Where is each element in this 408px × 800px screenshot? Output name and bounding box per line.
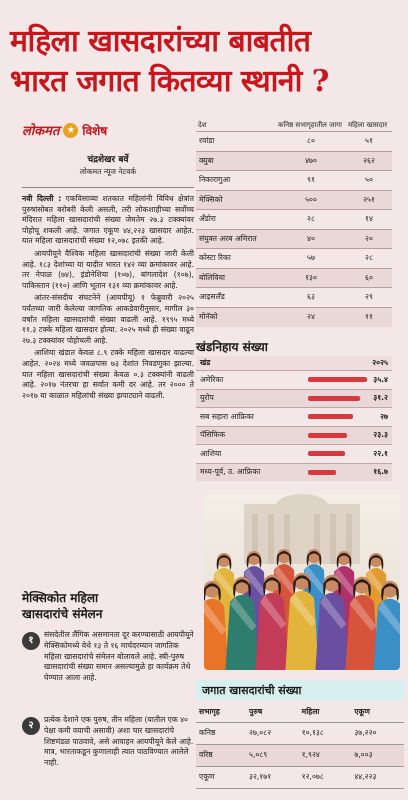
continent-value: ३५.४	[373, 374, 388, 384]
table-cell: १३०	[276, 268, 346, 288]
bar-track	[308, 451, 368, 456]
table-cell: ३७,२२०	[351, 722, 404, 744]
table-row	[196, 288, 392, 308]
column-header: महिला	[299, 702, 352, 722]
headline-line-2: भारत जगात कितव्या स्थानी ?	[10, 64, 329, 99]
continent-name: युरोप	[200, 393, 214, 403]
table-cell: २४	[276, 307, 346, 327]
bar-track	[308, 377, 368, 382]
column-header: खंड	[200, 358, 211, 367]
table-cell: ११	[346, 307, 392, 327]
star-icon: ★	[63, 123, 78, 138]
table-cell: १४	[346, 210, 392, 230]
continent-bar	[308, 470, 336, 475]
column-header: कनिष्ठ सभागृहातील जागा	[278, 121, 342, 129]
table-cell: २८	[346, 249, 392, 269]
country-name: कोस्टा रिका	[196, 249, 276, 269]
byline-author: चंद्रशेखर बर्वे	[87, 155, 129, 165]
table-cell: ४४,२२३	[351, 766, 404, 788]
table-cell: ५७	[276, 249, 346, 269]
table-cell: ४७०	[276, 151, 346, 171]
byline-agency: लोकमत न्यूज नेटवर्क	[79, 167, 137, 176]
continent-row	[196, 444, 392, 463]
continent-bar	[308, 377, 367, 382]
country-table-panel	[196, 120, 392, 327]
illustration-svg	[204, 494, 400, 670]
table-row	[196, 210, 392, 230]
continent-name: आशिया	[200, 448, 222, 458]
continent-name: सब सहारा आफ्रिका	[200, 411, 254, 421]
mexico-heading-line-2: खासदारांचे संमेलन	[22, 607, 103, 621]
table-cell: ६३	[276, 288, 346, 308]
table-row	[196, 249, 392, 269]
bar-track	[308, 433, 368, 438]
paragraph: आयपीयूने वैश्विक महिला खासदारांची संख्या जारी केली आहे. १८३ देशांच्या या यादीत भारत १४२ व्या क्रमांकावर आहे. तर नेपाळ (७४), इंडोनेशिया (१०७), बांगलादेश (१०७), पाकिस्तान (११०) आणि भूतान १३१ व्या क्रमांकावर आहे.	[22, 248, 194, 290]
number-badge: १	[22, 632, 40, 650]
country-table	[196, 120, 392, 327]
table-row	[196, 307, 392, 327]
continent-value: १६.७	[373, 467, 388, 477]
brand-section: विशेष	[82, 123, 108, 138]
table-cell: ५,०८९	[246, 744, 299, 766]
headline-line-1: महिला खासदारांच्या बाबतीत	[10, 24, 311, 59]
table-cell: ३२,१७१	[246, 766, 299, 788]
mexico-heading-line-1: मेक्सिकोत महिला	[22, 591, 99, 605]
brand-name: लोकमत	[22, 124, 60, 139]
point-text: प्रत्येक देशाने एक पुरुष, तीन महिला (यातील एक ४० पेक्षा कमी वयाची असावी) अशा चार खासदारांचे शिष्टमंडळ पाठवावे, असे आवाहन आयपीयूने केले आहे. मात्र, भारताकडून कुणालाही त्यात पाठविण्यात आलेले नाही.	[44, 715, 194, 768]
dateline: नवी दिल्ली :	[22, 194, 62, 203]
table-cell: २५१	[346, 190, 392, 210]
country-name: क्युबा	[196, 151, 276, 171]
table-cell: २८	[276, 210, 346, 230]
table-cell: ४०	[276, 229, 346, 249]
mexico-point-1	[22, 630, 194, 684]
continent-value: ३१.२	[373, 393, 388, 403]
table-cell: १,९२४	[299, 744, 352, 766]
global-table	[196, 702, 404, 789]
continent-bar	[308, 433, 347, 438]
column-header: पुरुष	[246, 702, 299, 722]
table-cell: २९	[346, 288, 392, 308]
table-row	[196, 722, 404, 744]
paragraph	[22, 194, 194, 247]
global-heading: जगात खासदारांची संख्या	[196, 680, 404, 700]
bar-track	[308, 470, 368, 475]
table-cell: कनिष्ठ	[196, 722, 246, 744]
brand-logo	[22, 120, 194, 140]
table-cell: ५००	[276, 190, 346, 210]
column-header: एकूण	[351, 702, 404, 722]
continent-row	[196, 370, 392, 389]
paragraph: आंतर-संसदीय संघटनेने (आयपीयू) १ फेब्रुवारी २०२५ पर्यंतच्या जारी केलेल्या जागतिक आकडेवारीनुसार, मागील ३० वर्षांत महिला खासदारांची संख्या वाढली आहे. १९९५ मध्ये ११.३ टक्के महिला खासदार होत्या. २०२५ मध्ये ही संख्या वाढून २७.३ टक्क्यांवर पोहोचली आहे.	[22, 293, 194, 345]
table-cell: ५०	[346, 171, 392, 191]
paragraph: आशिया खंडात केवळ ८.९ टक्के महिला खासदार वाढल्या आहेत. २०२४ मध्ये जवळपास ७३ देशांत निवडणुका झाल्या. यात महिला खासदारांची संख्या केवळ ०.३ टक्क्यांनी वाढली आहे. २०१७ नंतरचा हा सर्वात कमी दर आहे. तर २००० ते २०१७ या काळात महिलांची संख्या झपाट्याने वाढली.	[22, 348, 194, 400]
number-badge: २	[22, 717, 40, 735]
continent-header-row	[196, 356, 392, 370]
country-name: बोलिविया	[196, 268, 276, 288]
table-row	[196, 744, 404, 766]
country-name: संयुक्त अरब अमिरात	[196, 229, 276, 249]
table-row	[196, 229, 392, 249]
country-name: निकारागुआ	[196, 171, 276, 191]
column-header: देश	[198, 121, 207, 129]
mexico-point-2	[22, 715, 194, 769]
bar-track	[308, 414, 368, 419]
country-name: रवांडा	[196, 132, 276, 152]
continent-name: मध्य-पूर्व, उ. आफ्रिका	[200, 467, 261, 477]
table-cell: ७,००३	[351, 744, 404, 766]
continent-heading: खंडनिहाय संख्या	[196, 340, 268, 354]
article-body	[22, 194, 194, 401]
column-header: सभागृह	[196, 702, 246, 722]
table-row	[196, 766, 404, 788]
continent-row	[196, 389, 392, 408]
table-cell: एकूण	[196, 766, 246, 788]
table-cell: २६२	[346, 151, 392, 171]
table-cell: ६०	[346, 268, 392, 288]
continent-bar	[308, 451, 345, 456]
mexico-heading	[22, 590, 194, 622]
continent-bar	[308, 396, 360, 401]
table-header-row	[196, 120, 392, 132]
table-header-row	[196, 702, 404, 722]
continent-name: अमेरिका	[200, 374, 224, 384]
point-text: संसदेतील लैंगिक असमानता दूर करण्यासाठी आयपीयूने मेक्सिकोमध्ये येथे १३ ते १६ मार्चदरम्यान जागतिक महिला खासदारांचे संमेलन बोलावले आहे. स्त्री-पुरुष खासदारांची संख्या समान असल्यामुळे हा कार्यक्रम तेथे घेण्यात आला आहे.	[44, 630, 194, 683]
continent-row	[196, 407, 392, 426]
continent-name: पॅसिफिक	[200, 430, 226, 440]
country-name: मोनॅको	[196, 307, 276, 327]
continent-value: २३.३	[373, 430, 388, 440]
country-name: आइसलँड	[196, 288, 276, 308]
paragraph-text: एकविसाव्या शतकात महिलांनी विविध क्षेत्रांत पुरुषांसोबत बरोबरी केली असली, तरी लोकशाहीच्या सर्वोच्च मंदिरात महिला खासदारांची संख्या जेमतेम २७.३ टक्क्यांवर पोहोचू शकली आहे. जगात एकूण ४४,२२३ खासदार आहेत. यात महिला खासदारांची संख्या १२,०७८ इतकी आहे.	[22, 194, 194, 246]
table-row	[196, 268, 392, 288]
table-row	[196, 171, 392, 191]
continent-value: २२.१	[373, 448, 388, 458]
table-cell: वरिष्ठ	[196, 744, 246, 766]
country-name: अँडोरा	[196, 210, 276, 230]
table-row	[196, 190, 392, 210]
table-row	[196, 151, 392, 171]
column-header: महिला खासदार	[348, 121, 388, 129]
continent-row	[196, 463, 392, 482]
continent-table	[196, 356, 392, 481]
table-cell: २७,०८२	[246, 722, 299, 744]
table-cell: २०	[346, 229, 392, 249]
article-column	[22, 120, 194, 403]
divider	[22, 187, 194, 188]
year-label: २०२५	[372, 358, 388, 367]
headline	[10, 22, 402, 102]
country-name: मेक्सिको	[196, 190, 276, 210]
table-cell: ५१	[346, 132, 392, 152]
continent-value: २७	[380, 411, 388, 421]
continent-row	[196, 426, 392, 445]
table-cell: १२,०७८	[299, 766, 352, 788]
table-cell: ९१	[276, 171, 346, 191]
table-row	[196, 132, 392, 152]
table-cell: ८०	[276, 132, 346, 152]
continent-bar	[308, 414, 353, 419]
table-cell: १०,१३८	[299, 722, 352, 744]
women-parliamentarians-illustration	[204, 494, 400, 670]
bar-track	[308, 396, 368, 401]
